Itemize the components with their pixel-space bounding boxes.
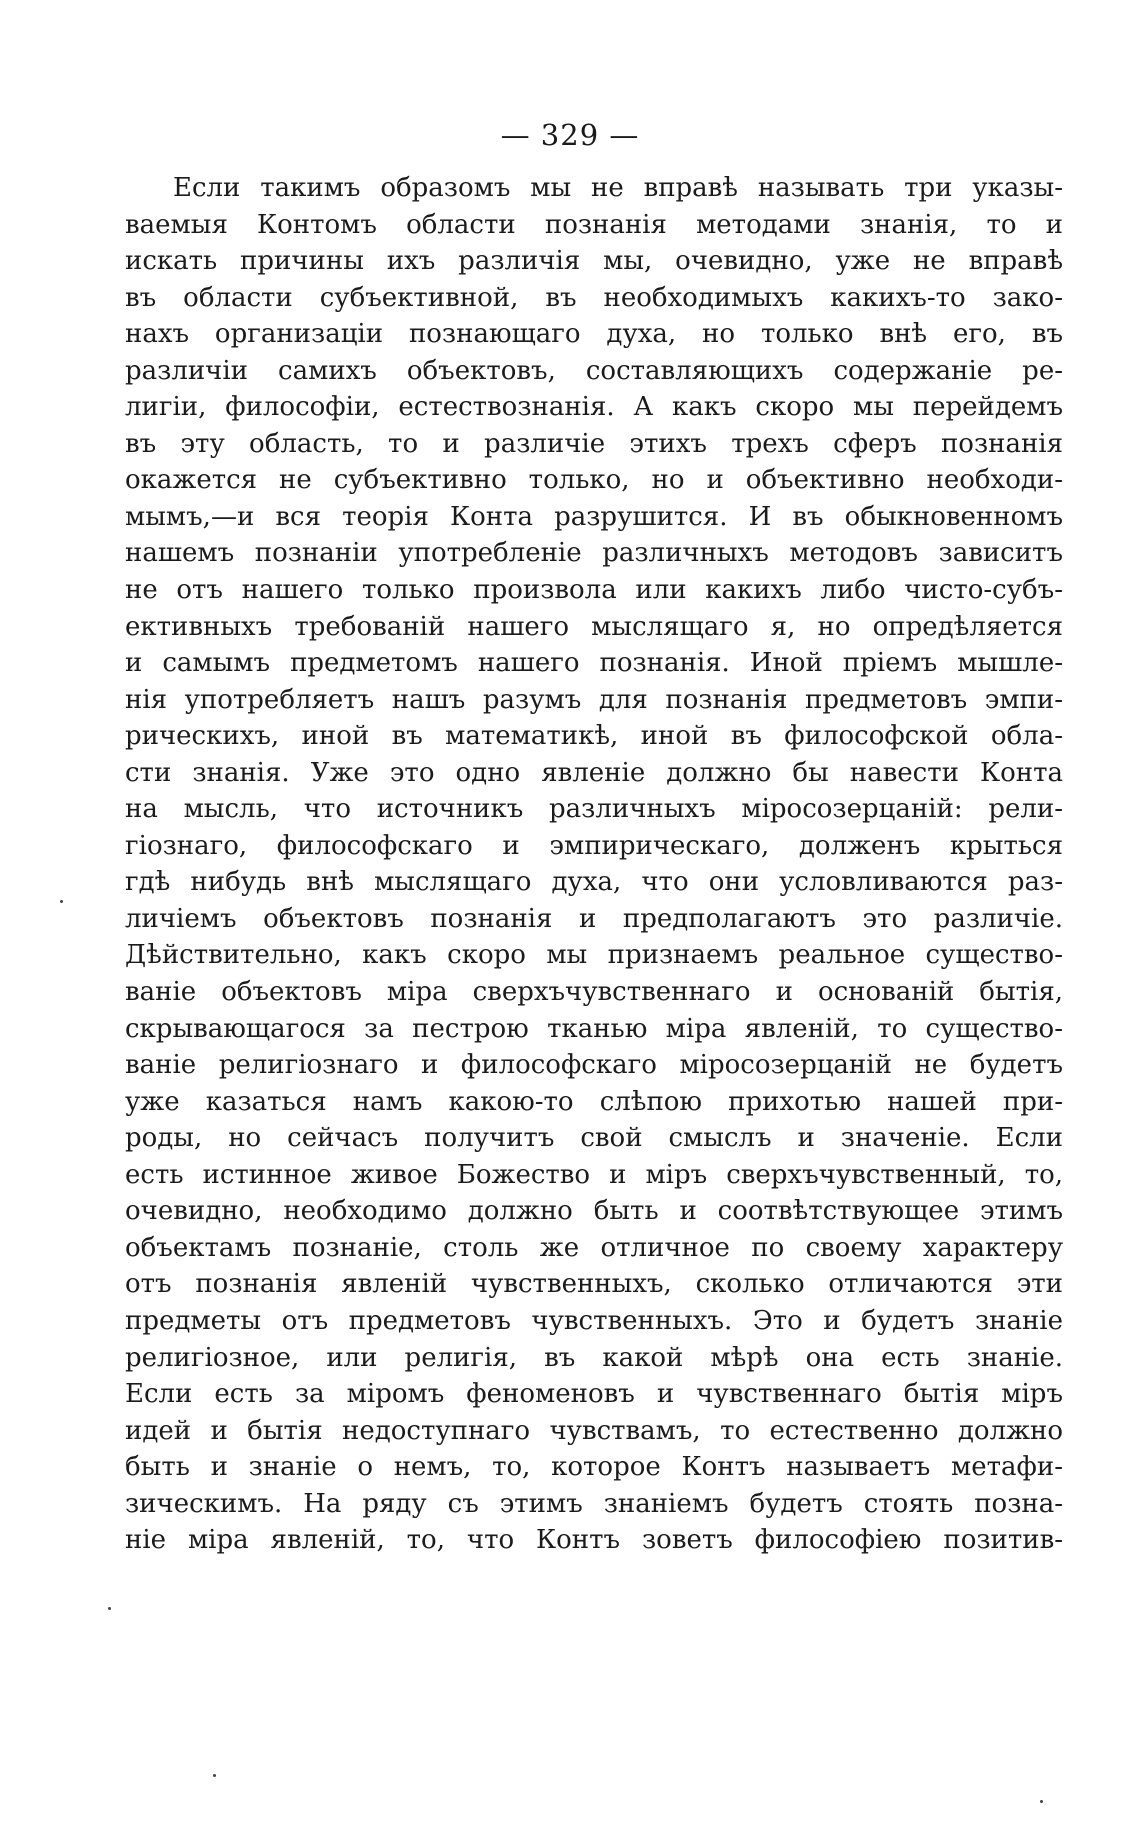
scan-speck xyxy=(60,900,63,903)
text-line: сти знанія. Уже это одно явленіе должно бы навести Конта xyxy=(125,757,1063,788)
scan-speck xyxy=(213,1774,216,1777)
text-line: окажется не субъективно только, но и объективно необходи- xyxy=(125,465,1063,496)
text-line: искать причины ихъ различія мы, очевидно, уже не вправѣ xyxy=(125,246,1063,277)
text-line: Дѣйствительно, какъ скоро мы признаемъ реальное существо- xyxy=(125,940,1063,971)
text-line: нія употребляетъ нашъ разумъ для познанія предметовъ эмпи- xyxy=(125,684,1063,715)
text-line: роды, но сейчасъ получитъ свой смыслъ и значеніе. Если xyxy=(125,1123,1063,1154)
text-line: различіи самихъ объектовъ, составляющихъ содержаніе ре- xyxy=(125,355,1063,386)
text-line: личіемъ объектовъ познанія и предполагаютъ это различіе. xyxy=(125,903,1063,934)
text-line: и самымъ предметомъ нашего познанія. Иной пріемъ мышле- xyxy=(125,648,1063,679)
text-line: ваніе объектовъ міра сверхъчувственнаго и основаній бытія, xyxy=(125,977,1063,1008)
text-line: предметы отъ предметовъ чувственныхъ. Это и будетъ знаніе xyxy=(125,1305,1063,1336)
text-line: уже казаться намъ какою-то слѣпою прихотью нашей при- xyxy=(125,1086,1063,1117)
text-line: ніе міра явленій, то, что Контъ зоветъ философіею позитив- xyxy=(125,1525,1063,1556)
text-line: ективныхъ требованій нашего мыслящаго я, но опредѣляется xyxy=(125,611,1063,642)
text-line: не отъ нашего только произвола или какихъ либо чисто-субъ- xyxy=(125,575,1063,606)
text-line: отъ познанія явленій чувственныхъ, сколько отличаются эти xyxy=(125,1269,1063,1300)
text-line: очевидно, необходимо должно быть и соотвѣтствующее этимъ xyxy=(125,1196,1063,1227)
text-line: ваемыя Контомъ области познанія методами знанія, то и xyxy=(125,209,1063,240)
text-line: идей и бытія недоступнаго чувствамъ, то естественно должно xyxy=(125,1415,1063,1446)
text-line: гіознаго, философскаго и эмпирическаго, долженъ крыться xyxy=(125,830,1063,861)
text-line: лигіи, философіи, естествознанія. А какъ скоро мы перейдемъ xyxy=(125,392,1063,423)
text-line: объектамъ познаніе, столь же отличное по своему характеру xyxy=(125,1232,1063,1263)
text-line: есть истинное живое Божество и міръ сверхъчувственный, то, xyxy=(125,1159,1063,1190)
text-line: въ области субъективной, въ необходимыхъ какихъ-то зако- xyxy=(125,282,1063,313)
text-line: Если такимъ образомъ мы не вправѣ называть три указы- xyxy=(173,173,1063,203)
text-line: мымъ,—и вся теорія Конта разрушится. И въ обыкновенномъ xyxy=(125,501,1063,532)
text-line: нахъ организаціи познающаго духа, но только внѣ его, въ xyxy=(125,319,1063,350)
text-line: нашемъ познаніи употребленіе различныхъ методовъ зависитъ xyxy=(125,538,1063,569)
scan-speck xyxy=(108,1607,111,1610)
text-line: на мысль, что источникъ различныхъ міросозерцаній: рели- xyxy=(125,794,1063,825)
page-number: — 329 — xyxy=(500,118,640,152)
text-line: Если есть за міромъ феноменовъ и чувственнаго бытія міръ xyxy=(125,1379,1063,1410)
text-line: рическихъ, иной въ математикѣ, иной въ философской обла- xyxy=(125,721,1063,752)
text-line: ваніе религіознаго и философскаго міросозерцаній не будетъ xyxy=(125,1050,1063,1081)
scan-speck xyxy=(1040,1800,1043,1803)
text-line: быть и знаніе о немъ, то, которое Контъ называетъ метафи- xyxy=(125,1452,1063,1483)
text-line: религіозное, или религія, въ какой мѣрѣ она есть знаніе. xyxy=(125,1342,1063,1373)
text-line: гдѣ нибудь внѣ мыслящаго духа, что они условливаются раз- xyxy=(125,867,1063,898)
text-line: зическимъ. На ряду съ этимъ знаніемъ будетъ стоять позна- xyxy=(125,1488,1063,1519)
body-text xyxy=(125,170,1063,1559)
text-line: скрывающагося за пестрою тканью міра явленій, то существо- xyxy=(125,1013,1063,1044)
text-line: въ эту область, то и различіе этихъ трехъ сферъ познанія xyxy=(125,428,1063,459)
